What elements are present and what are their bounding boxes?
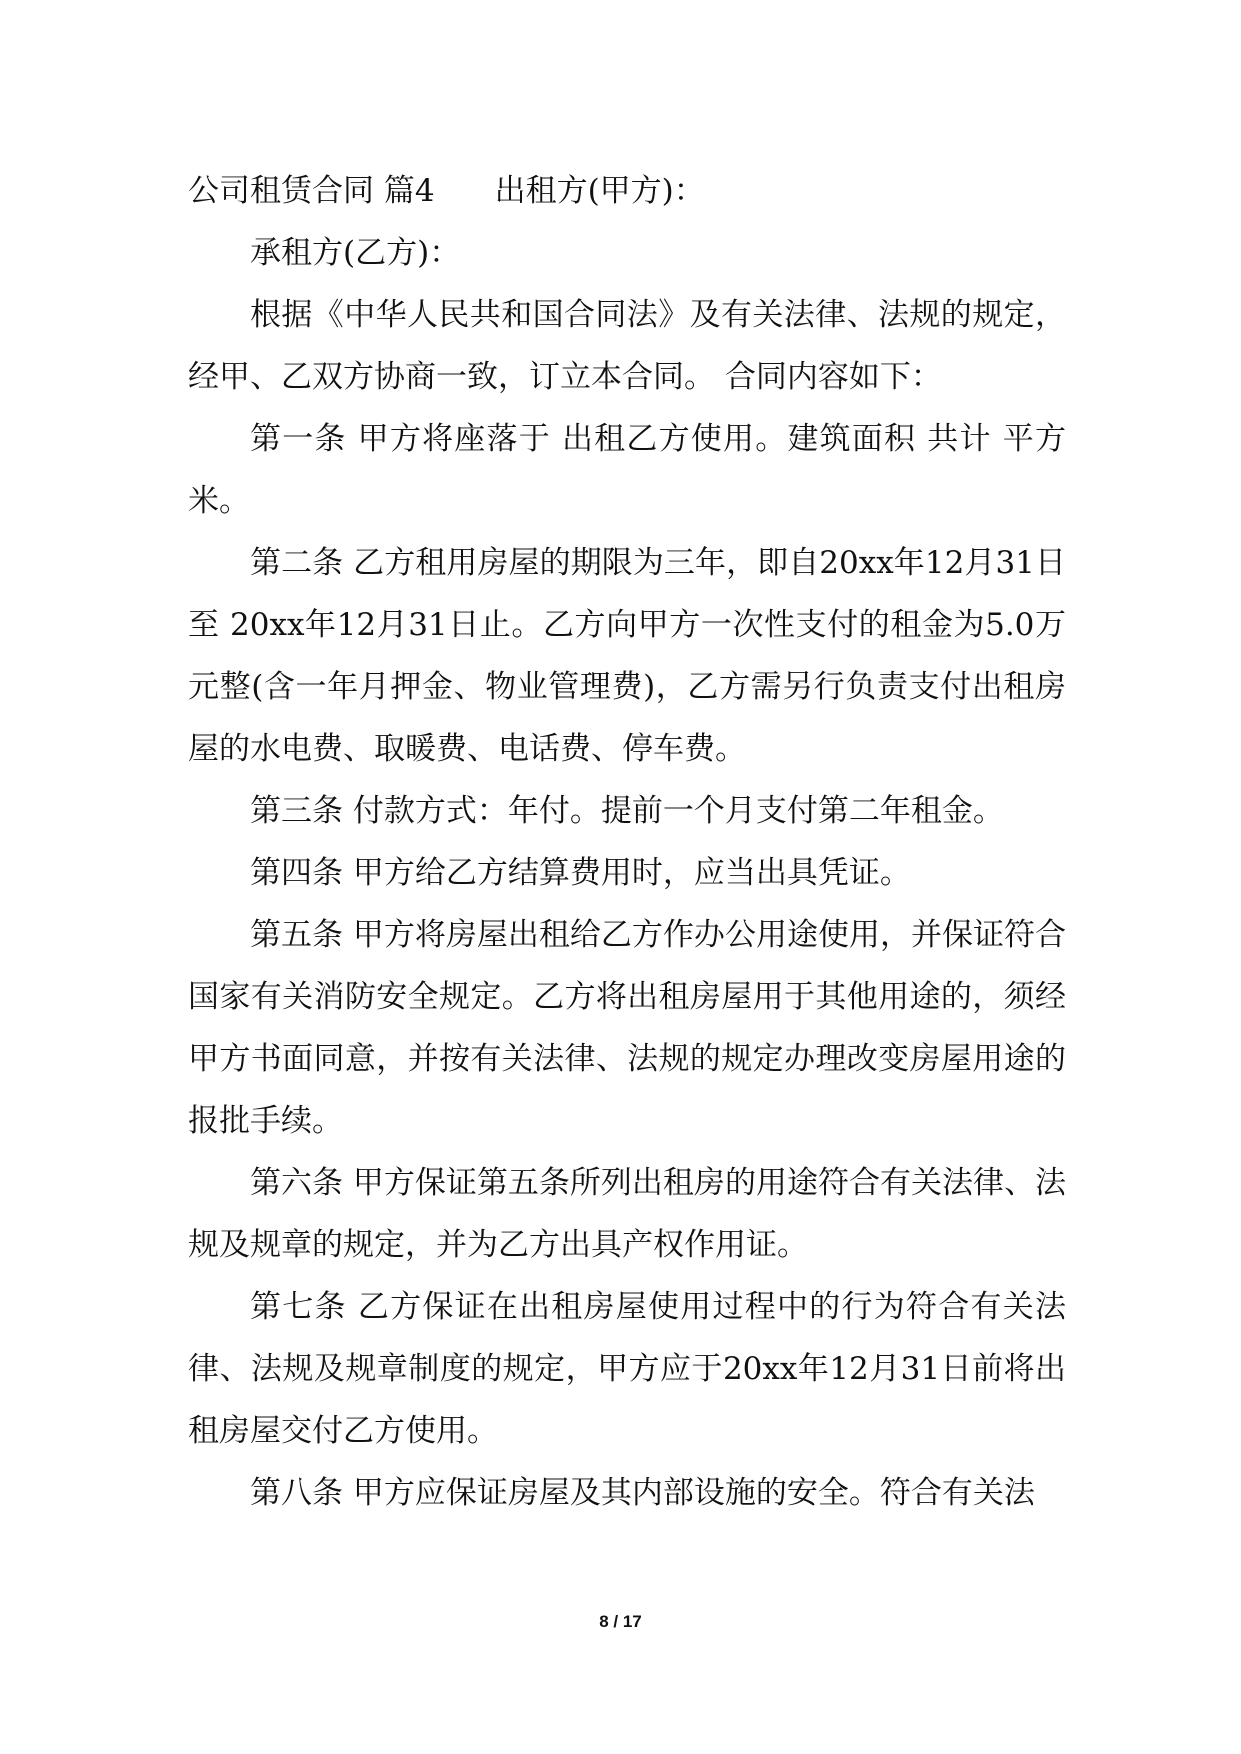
paragraph-article-3: 第三条 付款方式：年付。提前一个月支付第二年租金。 xyxy=(250,793,1004,829)
lessee-label: 承租方(乙方)： xyxy=(250,235,461,271)
paragraph-article-7: 第七条 乙方保证在出租房屋使用过程中的行为符合有关法律、法规及规章制度的规定，甲方应于20xx年12月31日前将出租房屋交付乙方使用。 xyxy=(188,1289,1066,1449)
document-body xyxy=(188,160,1066,1524)
paragraph-article-8: 第八条 甲方应保证房屋及其内部设施的安全。符合有关法 xyxy=(250,1475,1035,1511)
paragraph-article-5: 第五条 甲方将房屋出租给乙方作办公用途使用，并保证符合国家有关消防安全规定。乙方将出租房屋用于其他用途的，须经甲方书面同意，并按有关法律、法规的规定办理改变房屋用途的报批手续。 xyxy=(188,917,1066,1139)
page-number: 8 / 17 xyxy=(599,1612,642,1631)
paragraph-intro: 根据《中华人民共和国合同法》及有关法律、法规的规定，经甲、乙双方协商一致，订立本合同。 合同内容如下： xyxy=(188,297,1066,395)
paragraph-article-2: 第二条 乙方租用房屋的期限为三年，即自20xx年12月31日至 20xx年12月31日止。乙方向甲方一次性支付的租金为5.0万元整(含一年月押金、物业管理费)，乙方需另行负责支付出租房屋的水电费、取暖费、电话费、停车费。 xyxy=(188,545,1066,767)
document-title: 公司租赁合同 篇4 xyxy=(188,173,435,209)
title-line xyxy=(188,160,1066,222)
lessor-label: 出租方(甲方)： xyxy=(494,173,705,209)
paragraph-article-1: 第一条 甲方将座落于 出租乙方使用。建筑面积 共计 平方米。 xyxy=(188,421,1066,519)
paragraph-article-4: 第四条 甲方给乙方结算费用时，应当出具凭证。 xyxy=(250,855,911,891)
paragraph-article-6: 第六条 甲方保证第五条所列出租房的用途符合有关法律、法规及规章的规定，并为乙方出具产权作用证。 xyxy=(188,1165,1066,1263)
